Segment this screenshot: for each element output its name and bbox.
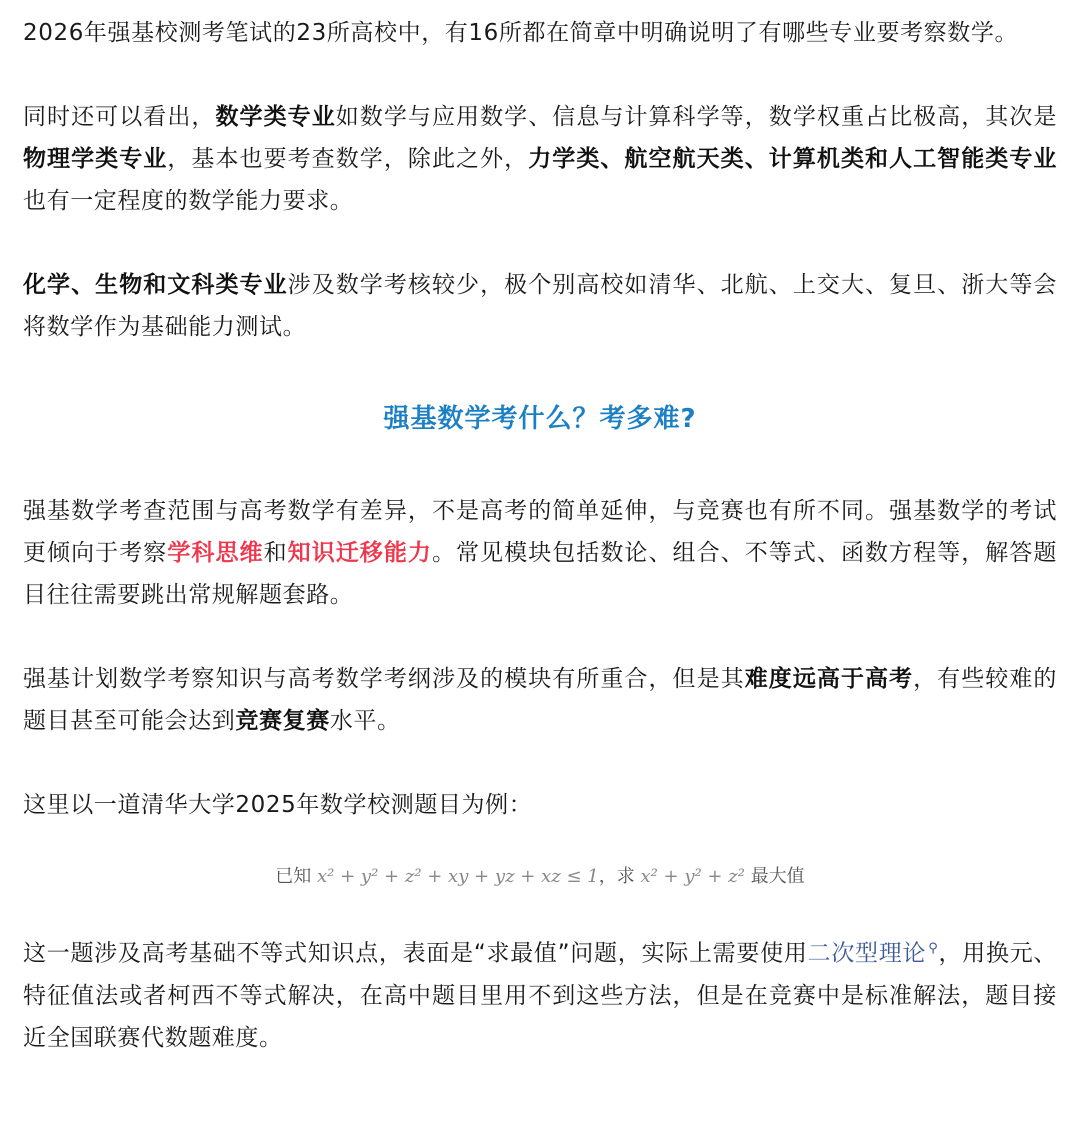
paragraph-analysis [23,928,1057,1059]
math-formula-image [23,856,1057,898]
paragraph-scope [23,490,1057,616]
article-body [23,12,1057,1059]
text: 强基计划数学考察知识与高考数学考纲涉及的模块有所重合，但是其 [23,666,745,692]
bold-text: 数学类专业 [215,104,336,130]
formula-mid: ，求 [598,866,635,887]
text: 同时还可以看出， [23,104,216,130]
highlight-text: 学科思维 [167,540,264,566]
bold-text: 力学类、航空航天类、计算机类和人工智能类专业 [528,146,1057,172]
highlight-text: 知识迁移能力 [287,540,432,566]
bold-text: 化学、生物和文科类专业 [23,272,288,298]
paragraph-example-intro: 这里以一道清华大学2025年数学校测题目为例： [23,792,533,818]
text: 也有一定程度的数学能力要求。 [23,188,354,214]
formula-prefix: 已知 [275,866,312,887]
text: ，有些较难的题目甚至可能会达到 [23,666,1058,734]
text: 如数学与应用数学、信息与计算科学等，数学权重占比极高，其次是 [335,104,1058,130]
text: 和 [263,540,288,566]
text: 强基数学考查范围与高考数学有差异，不是高考的简单延伸，与竞赛也有所不同。强基数学的考试更倾向于考察 [23,498,1057,566]
bold-text: 竞赛复赛 [235,708,330,734]
text: ，用换元、特征值法或者柯西不等式解决，在高中题目里用不到这些方法，但是在竞赛中是标准解法，题目接近全国联赛代数题难度。 [23,940,1058,1051]
paragraph-intro: 2026年强基校测考笔试的23所高校中，有16所都在简章中明确说明了有哪些专业要考察数学。 [23,20,1019,46]
text: 水平。 [329,708,401,734]
paragraph-other-majors [23,264,1057,348]
formula-suffix: 最大值 [750,866,805,887]
bold-text: 物理学类专业 [23,146,168,172]
text: 。常见模块包括数论、组合、不等式、函数方程等，解答题目往往需要跳出常规解题套路。 [23,540,1057,608]
text: 涉及数学考核较少，极个别高校如清华、北航、上交大、复旦、浙大等会将数学作为基础能力测试。 [23,272,1058,340]
text: 这一题涉及高考基础不等式知识点，表面是“求最值”问题，实际上需要使用 [23,940,808,967]
paragraph-majors [23,96,1057,222]
text: ，基本也要考查数学，除此之外， [167,146,529,172]
formula-target: x² + y² + z² [640,866,745,887]
keyword-link[interactable]: 二次型理论 [807,940,927,967]
formula-condition: x² + y² + z² + xy + yz + xz ≤ 1 [317,866,599,887]
search-icon[interactable]: ⚲ [928,941,939,956]
paragraph-difficulty [23,658,1057,742]
section-heading: 强基数学考什么？考多难? [383,404,697,434]
bold-text: 难度远高于高考 [744,666,914,692]
